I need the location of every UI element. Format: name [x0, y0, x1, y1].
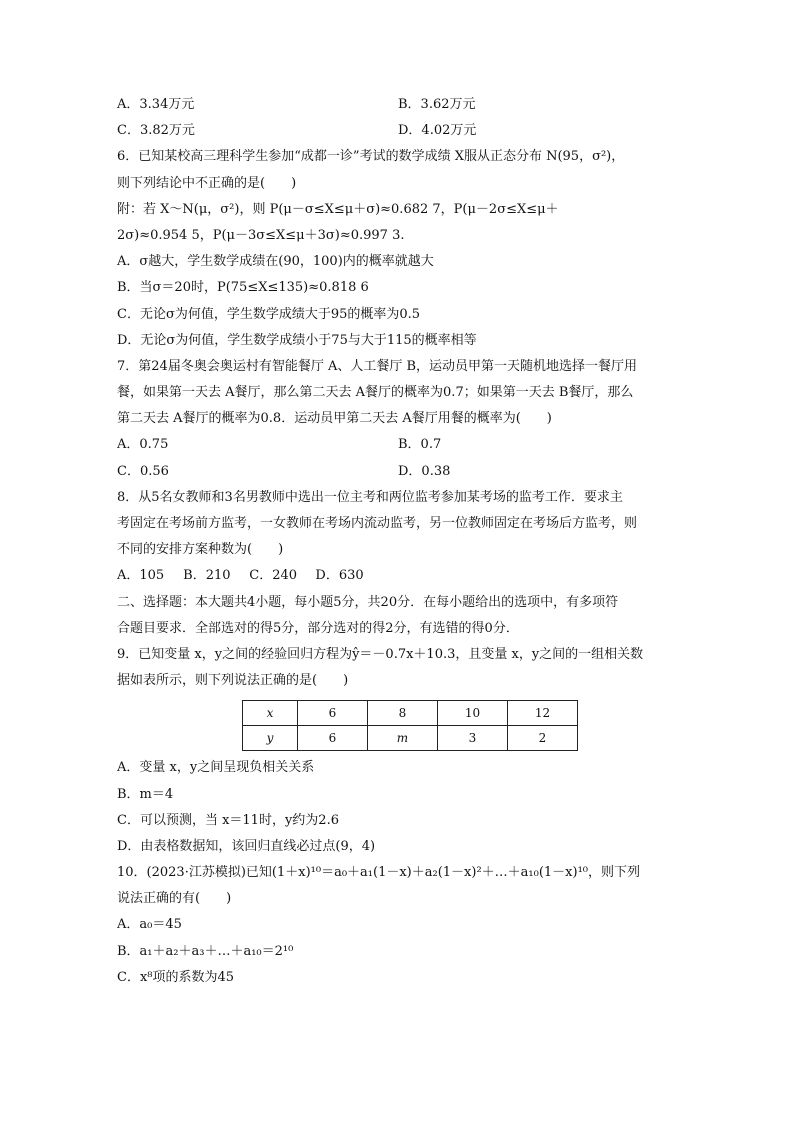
q5-option-d: D．4.02万元 [398, 123, 477, 139]
table-cell: 12 [508, 701, 578, 726]
q6-option-d: D．无论σ为何值，学生数学成绩小于75与大于115的概率相等 [117, 332, 477, 348]
q7-options-row-1 [117, 432, 677, 458]
q7-option-c: C．0.56 [117, 463, 169, 479]
table-cell: 2 [508, 726, 578, 751]
table-cell: 10 [438, 701, 508, 726]
q8-option-b: B．210 [183, 568, 231, 584]
q8-option-a: A．105 [117, 568, 165, 584]
q9-option-a: A．变量 x，y之间呈现负相关关系 [117, 760, 315, 776]
q7-option-a: A．0.75 [117, 437, 169, 453]
q6-option-b: B．当σ＝20时，P(75≤X≤135)≈0.818 6 [117, 280, 369, 296]
table-row-y [243, 726, 578, 751]
table-header-x: x [243, 701, 298, 726]
q7-stem-line-3: 第二天去 A餐厅的概率为0.8．运动员甲第二天去 A餐厅用餐的概率为( ) [117, 411, 552, 427]
q10-option-a: A．a₀＝45 [117, 917, 182, 933]
q9-stem-line-1: 9．已知变量 x，y之间的经验回归方程为ŷ＝－0.7x＋10.3，且变量 x，y之间的一组相关数 [117, 646, 644, 662]
q6-stem-line-1: 6．已知某校高三理科学生参加“成都一诊”考试的数学成绩 X服从正态分布 N(95，σ²)， [117, 149, 625, 165]
q8-options-row [117, 563, 677, 589]
q10-option-b: B．a₁＋a₂＋a₃＋…＋a₁₀＝2¹⁰ [117, 943, 294, 959]
table-header-y: y [243, 726, 298, 751]
q9-option-c: C．可以预测，当 x＝11时，y约为2.6 [117, 812, 339, 828]
table-row-x [243, 701, 578, 726]
q10-stem-line-1: 10．(2023·江苏模拟)已知(1＋x)¹⁰＝a₀＋a₁(1－x)＋a₂(1－x)²＋…＋a₁₀(1－x)¹⁰，则下列 [117, 865, 641, 881]
q9-stem-line-2: 据如表所示，则下列说法正确的是( ) [117, 673, 349, 689]
q7-option-b: B．0.7 [398, 437, 442, 453]
q7-options-row-2 [117, 459, 677, 485]
table-cell: 6 [298, 701, 368, 726]
q7-stem-line-1: 7．第24届冬奥会奥运村有智能餐厅 A、人工餐厅 B，运动员甲第一天随机地选择一餐厅用 [117, 358, 638, 374]
q10-stem-line-2: 说法正确的有( ) [117, 891, 232, 907]
table-cell: 8 [368, 701, 438, 726]
table-cell: 3 [438, 726, 508, 751]
q8-option-d: D．630 [315, 568, 364, 584]
q6-note-line-1: 附：若 X～N(μ，σ²)，则 P(μ－σ≤X≤μ＋σ)≈0.682 7，P(μ－2σ≤X≤μ＋ [117, 201, 559, 217]
q8-stem-line-2: 考固定在考场前方监考，一女教师在考场内流动监考，另一位教师固定在考场后方监考，则 [117, 516, 638, 531]
q7-option-d: D．0.38 [398, 463, 451, 479]
q8-option-c: C．240 [249, 568, 298, 584]
q5-option-a: A．3.34万元 [117, 97, 195, 112]
q8-stem-line-3: 不同的安排方案种数为( ) [117, 542, 284, 558]
q9-data-table [242, 700, 578, 751]
q6-option-c: C．无论σ为何值，学生数学成绩大于95的概率为0.5 [117, 306, 421, 322]
q6-option-a: A．σ越大，学生数学成绩在(90，100)内的概率就越大 [117, 254, 434, 270]
q5-options-row-1 [117, 92, 677, 118]
q10-option-c: C．x⁸项的系数为45 [117, 969, 235, 985]
table-cell: m [368, 726, 438, 751]
q8-stem-line-1: 8．从5名女教师和3名男教师中选出一位主考和两位监考参加某考场的监考工作．要求主 [117, 489, 623, 505]
q7-stem-line-2: 餐，如果第一天去 A餐厅，那么第二天去 A餐厅的概率为0.7；如果第一天去 B餐厅，那么 [117, 385, 634, 401]
q5-options-row-2 [117, 118, 677, 144]
q5-option-c: C．3.82万元 [117, 123, 195, 139]
q6-note-line-2: 2σ)≈0.954 5，P(μ－3σ≤X≤μ＋3σ)≈0.997 3. [117, 227, 405, 243]
q9-option-d: D．由表格数据知，该回归直线必过点(9，4) [117, 838, 376, 854]
q6-stem-line-2: 则下列结论中不正确的是( ) [117, 175, 297, 191]
exam-page [117, 92, 677, 991]
table-cell: 6 [298, 726, 368, 751]
q9-option-b: B．m＝4 [117, 786, 174, 802]
q5-option-b: B．3.62万元 [398, 97, 476, 112]
section-2-heading-line-1: 二、选择题：本大题共4小题，每小题5分，共20分．在每小题给出的选项中，有多项符 [117, 594, 619, 610]
section-2-heading-line-2: 合题目要求．全部选对的得5分，部分选对的得2分，有选错的得0分． [117, 620, 519, 636]
